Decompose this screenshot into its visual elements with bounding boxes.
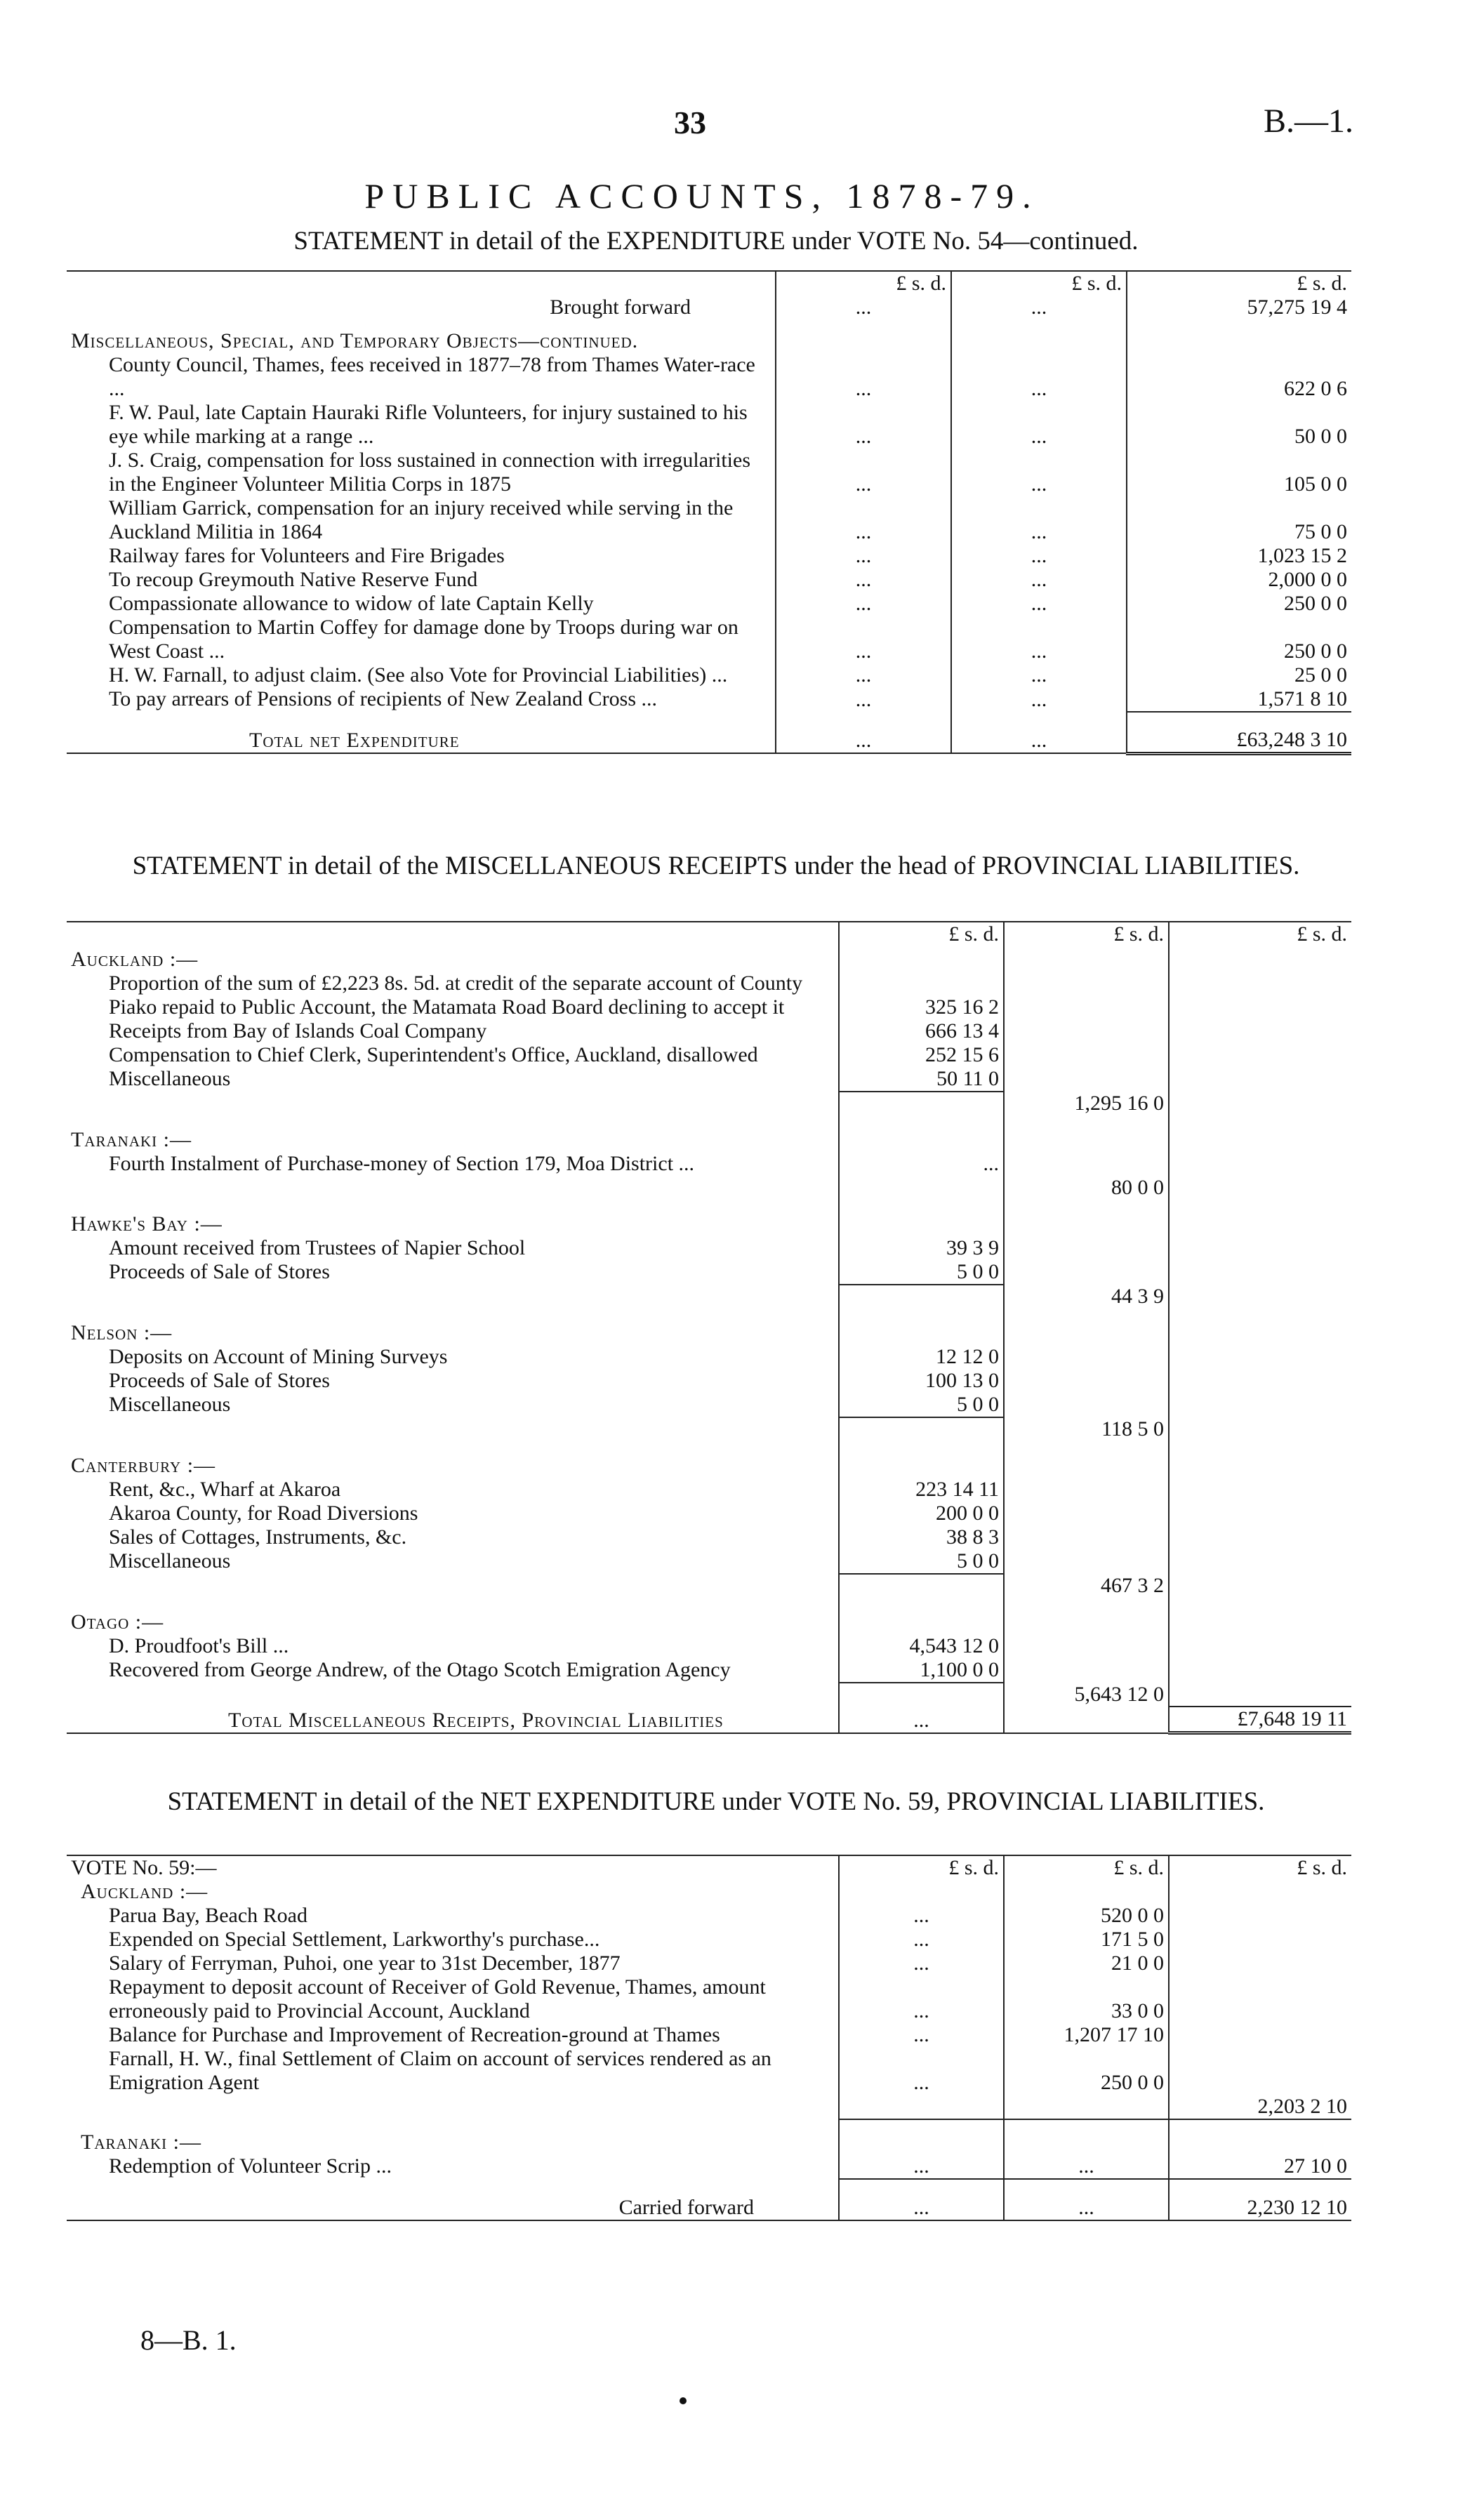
spacer	[1169, 2047, 1351, 2095]
receipt-item: Amount received from Trustees of Napier School	[109, 1236, 526, 1259]
expenditure-item: Railway fares for Volunteers and Fire Brigades	[109, 544, 505, 567]
expenditure-amount: 171 5 0	[1004, 1928, 1169, 1952]
expenditure-amount: 520 0 0	[1004, 1904, 1169, 1928]
expenditure-item: Salary of Ferryman, Puhoi, one year to 31st December, 1877	[109, 1952, 621, 1975]
header-pounds-col1: £ s. d.	[839, 1855, 1004, 1880]
province-subtotal: 5,643 12 0	[1004, 1683, 1169, 1707]
header-pounds-col2: £ s. d.	[1004, 1855, 1169, 1880]
spacer	[839, 1176, 1004, 1200]
spacer	[839, 2119, 1004, 2154]
province-subtotal: 118 5 0	[1004, 1417, 1169, 1441]
spacer	[1004, 1067, 1169, 1092]
receipt-item: Miscellaneous	[109, 1549, 231, 1572]
receipt-item: D. Proudfoot's Bill ...	[109, 1634, 289, 1657]
spacer	[1169, 1200, 1351, 1236]
spacer	[839, 1285, 1004, 1309]
spacer	[1169, 1369, 1351, 1393]
receipt-amount: 252 15 6	[839, 1043, 1004, 1067]
receipt-amount: 50 11 0	[839, 1067, 1004, 1092]
spacer	[1169, 1115, 1351, 1152]
spacer	[67, 2095, 839, 2119]
dots: ...	[839, 1928, 1004, 1952]
province-heading: Hawke's Bay :—	[71, 1212, 223, 1236]
header-pounds-col2: £ s. d.	[1004, 922, 1169, 946]
receipt-amount: 12 12 0	[839, 1345, 1004, 1369]
spacer	[1004, 1115, 1169, 1152]
expenditure-item: Repayment to deposit account of Receiver of Gold Revenue, Thames, amount erroneously paid to Provincial Account, Auckland	[109, 1975, 766, 2022]
document-reference: B.—1.	[1264, 102, 1354, 140]
header-pounds-col1: £ s. d.	[839, 922, 1004, 946]
spacer	[1004, 1502, 1169, 1525]
receipt-amount: 5 0 0	[839, 1260, 1004, 1285]
spacer	[1169, 1345, 1351, 1369]
table-row	[67, 2154, 1351, 2179]
spacer	[1004, 1345, 1169, 1369]
dots: ...	[951, 496, 1127, 544]
receipt-item: Proceeds of Sale of Stores	[109, 1369, 330, 1392]
table-row	[67, 1855, 1351, 1880]
dots: ...	[839, 2047, 1004, 2095]
expenditure-item: To recoup Greymouth Native Reserve Fund	[109, 568, 478, 591]
spacer	[839, 2095, 1004, 2119]
spacer	[1004, 1260, 1169, 1285]
dots: ...	[776, 496, 951, 544]
spacer	[1004, 2119, 1169, 2154]
spacer	[1169, 1525, 1351, 1549]
dots: ...	[839, 1975, 1004, 2023]
dots: ...	[1004, 2179, 1169, 2220]
province-heading: Nelson :—	[71, 1321, 173, 1344]
spacer	[1169, 1634, 1351, 1658]
table-row	[67, 496, 1351, 544]
brought-forward-label: Brought forward	[550, 296, 691, 319]
receipt-amount: 200 0 0	[839, 1502, 1004, 1525]
dots: ...	[776, 616, 951, 663]
table-row	[67, 1525, 1351, 1549]
page-title: PUBLIC ACCOUNTS, 1878-79.	[364, 176, 1040, 216]
expenditure-amount: 33 0 0	[1004, 1975, 1169, 2023]
dots: ...	[776, 449, 951, 496]
dots: ...	[776, 568, 951, 592]
spacer	[1127, 319, 1351, 353]
receipt-item: Receipts from Bay of Islands Coal Company	[109, 1019, 487, 1042]
spacer	[839, 1598, 1004, 1634]
spacer	[1169, 1952, 1351, 1975]
spacer	[839, 1417, 1004, 1441]
table-row	[67, 1417, 1351, 1441]
dots: ...	[951, 663, 1127, 687]
total-label: Total Miscellaneous Receipts, Provincial Liabilities	[228, 1708, 724, 1732]
expenditure-item: J. S. Craig, compensation for loss sustained in connection with irregularities in the Engineer Volunteer Militia Corps in 1875	[109, 449, 751, 496]
table-row	[67, 1019, 1351, 1043]
receipt-amount: 5 0 0	[839, 1549, 1004, 1574]
dots: ...	[951, 568, 1127, 592]
table-row	[67, 1975, 1351, 2023]
carried-forward-label: Carried forward	[618, 2196, 754, 2219]
table-row	[67, 1574, 1351, 1598]
spacer	[1169, 1176, 1351, 1200]
dots: ...	[951, 353, 1127, 401]
expenditure-amount: 25 0 0	[1127, 663, 1351, 687]
province-heading: Auckland :—	[81, 1880, 208, 1903]
table-row	[67, 1260, 1351, 1285]
dots: ...	[951, 544, 1127, 568]
table-row	[67, 1393, 1351, 1417]
spacer	[1169, 1683, 1351, 1707]
table-row	[67, 1043, 1351, 1067]
spacer	[839, 1880, 1004, 1904]
expenditure-amount: 1,023 15 2	[1127, 544, 1351, 568]
taranaki-amount: 27 10 0	[1169, 2154, 1351, 2179]
total-label: Total net Expenditure	[249, 729, 460, 752]
receipt-amount: 325 16 2	[839, 972, 1004, 1019]
header-pounds-col2: £ s. d.	[951, 271, 1127, 296]
spacer	[1004, 1441, 1169, 1478]
spacer	[1169, 1260, 1351, 1285]
dots: ...	[776, 592, 951, 616]
table-row	[67, 1345, 1351, 1369]
spacer	[1169, 1904, 1351, 1928]
dots: ...	[951, 401, 1127, 449]
section-heading: Miscellaneous, Special, and Temporary Objects—continued.	[71, 329, 639, 352]
spacer	[1004, 1525, 1169, 1549]
table-row	[67, 1285, 1351, 1309]
table-row	[67, 401, 1351, 449]
spacer	[1169, 1441, 1351, 1478]
receipt-amount: 38 8 3	[839, 1525, 1004, 1549]
dots: ...	[951, 712, 1127, 753]
statement-1-heading: STATEMENT in detail of the EXPENDITURE under VOTE No. 54—continued.	[293, 227, 1139, 256]
spacer	[1169, 1658, 1351, 1683]
dots: ...	[951, 296, 1127, 319]
expenditure-amount: 1,207 17 10	[1004, 2023, 1169, 2047]
expenditure-vote-54-table	[67, 270, 1351, 755]
expenditure-amount: 250 0 0	[1004, 2047, 1169, 2095]
table-row	[67, 1904, 1351, 1928]
expenditure-amount: 622 0 6	[1127, 353, 1351, 401]
dots: ...	[776, 544, 951, 568]
receipt-amount: 100 13 0	[839, 1369, 1004, 1393]
receipt-amount: 4,543 12 0	[839, 1634, 1004, 1658]
spacer	[1004, 1658, 1169, 1683]
province-heading: Otago :—	[71, 1610, 164, 1634]
spacer	[1169, 1285, 1351, 1309]
expenditure-amount: 2,000 0 0	[1127, 568, 1351, 592]
spacer	[1169, 1236, 1351, 1260]
spacer	[776, 319, 951, 353]
table-row	[67, 1707, 1351, 1733]
receipt-amount: 39 3 9	[839, 1236, 1004, 1260]
spacer	[1004, 1598, 1169, 1634]
table-row	[67, 2047, 1351, 2095]
table-row	[67, 1152, 1351, 1176]
table-row	[67, 2023, 1351, 2047]
expenditure-item: Balance for Purchase and Improvement of Recreation-ground at Thames	[109, 2023, 720, 2046]
dots: ...	[839, 1904, 1004, 1928]
table-row	[67, 2119, 1351, 2154]
spacer	[1169, 1309, 1351, 1345]
table-row	[67, 1880, 1351, 1904]
table-row	[67, 663, 1351, 687]
spacer	[1004, 1369, 1169, 1393]
table-row	[67, 1200, 1351, 1236]
spacer	[1004, 1478, 1169, 1502]
table-row	[67, 319, 1351, 353]
dots: ...	[839, 2154, 1004, 2179]
province-subtotal: 80 0 0	[1004, 1176, 1169, 1200]
header-pounds-col3: £ s. d.	[1127, 271, 1351, 296]
statement-3-heading: STATEMENT in detail of the NET EXPENDITURE under VOTE No. 59, PROVINCIAL LIABILITIES.	[167, 1787, 1265, 1816]
table-row	[67, 1176, 1351, 1200]
spacer	[1169, 1393, 1351, 1417]
table-row	[67, 2179, 1351, 2220]
dots: ...	[776, 296, 951, 319]
spacer	[1169, 1549, 1351, 1574]
province-subtotal: 44 3 9	[1004, 1285, 1169, 1309]
table-row	[67, 922, 1351, 946]
spacer	[1169, 1574, 1351, 1598]
spacer	[839, 946, 1004, 972]
spacer	[839, 1115, 1004, 1152]
expenditure-amount: 50 0 0	[1127, 401, 1351, 449]
spacer	[1004, 1707, 1169, 1733]
spacer	[1004, 1200, 1169, 1236]
spacer	[67, 1176, 839, 1200]
table-row	[67, 1598, 1351, 1634]
header-pounds-col3: £ s. d.	[1169, 922, 1351, 946]
province-subtotal: 1,295 16 0	[1004, 1092, 1169, 1115]
spacer	[1169, 1478, 1351, 1502]
vote-label: VOTE No. 59:—	[71, 1856, 217, 1879]
page-number: 33	[674, 105, 706, 140]
dots: ...	[776, 712, 951, 753]
table-row	[67, 1952, 1351, 1975]
spacer	[1169, 946, 1351, 972]
table-row	[67, 1236, 1351, 1260]
table-row	[67, 1928, 1351, 1952]
spacer	[1004, 1634, 1169, 1658]
expenditure-amount: 250 0 0	[1127, 592, 1351, 616]
receipt-item: Compensation to Chief Clerk, Superintendent's Office, Auckland, disallowed	[109, 1043, 758, 1066]
spacer	[1169, 1019, 1351, 1043]
expenditure-item: Compensation to Martin Coffey for damage done by Troops during war on West Coast ...	[109, 616, 738, 663]
table-row	[67, 972, 1351, 1019]
receipt-amount: 5 0 0	[839, 1393, 1004, 1417]
spacer	[67, 1092, 839, 1115]
header-blank	[67, 922, 839, 946]
auckland-subtotal: 2,203 2 10	[1169, 2095, 1351, 2119]
receipt-item: Recovered from George Andrew, of the Otago Scotch Emigration Agency	[109, 1658, 731, 1681]
spacer	[67, 1417, 839, 1441]
table-row	[67, 712, 1351, 753]
table-row	[67, 1478, 1351, 1502]
province-heading: Taranaki :—	[81, 2131, 201, 2154]
miscellaneous-receipts-table	[67, 921, 1351, 1735]
receipt-amount: 223 14 11	[839, 1478, 1004, 1502]
spacer	[1004, 1880, 1169, 1904]
table-row	[67, 616, 1351, 663]
spacer	[1004, 1152, 1169, 1176]
dots: ...	[839, 2023, 1004, 2047]
spacer	[1169, 1928, 1351, 1952]
spacer	[1169, 1417, 1351, 1441]
expenditure-amount: 250 0 0	[1127, 616, 1351, 663]
table-row	[67, 946, 1351, 972]
table-row	[67, 568, 1351, 592]
header-blank	[67, 271, 776, 296]
table-row	[67, 1683, 1351, 1707]
spacer	[1004, 1309, 1169, 1345]
province-subtotal: 467 3 2	[1004, 1574, 1169, 1598]
table-row	[67, 296, 1351, 319]
spacer	[839, 1683, 1004, 1707]
table-row	[67, 1092, 1351, 1115]
total-amount: £63,248 3 10	[1127, 712, 1351, 753]
receipt-item: Akaroa County, for Road Diversions	[109, 1502, 418, 1525]
statement-2-heading: STATEMENT in detail of the MISCELLANEOUS RECEIPTS under the head of PROVINCIAL LIABILITIES.	[132, 852, 1300, 880]
table-row	[67, 1549, 1351, 1574]
table-row	[67, 1369, 1351, 1393]
table-row	[67, 1067, 1351, 1092]
receipt-amount: 1,100 0 0	[839, 1658, 1004, 1683]
receipt-amount: 666 13 4	[839, 1019, 1004, 1043]
header-pounds-col3: £ s. d.	[1169, 1855, 1351, 1880]
page-footer: 8—B. 1.	[140, 2324, 237, 2356]
spacer	[1169, 972, 1351, 1019]
spacer	[839, 1092, 1004, 1115]
table-row	[67, 271, 1351, 296]
spacer	[67, 1285, 839, 1309]
table-row	[67, 687, 1351, 712]
dots: ...	[839, 2179, 1004, 2220]
spacer	[1004, 1549, 1169, 1574]
dots: ...	[951, 616, 1127, 663]
spacer	[839, 1200, 1004, 1236]
spacer	[1169, 1043, 1351, 1067]
spacer	[839, 1309, 1004, 1345]
receipt-item: Proceeds of Sale of Stores	[109, 1260, 330, 1283]
spacer	[1169, 1880, 1351, 1904]
brought-forward-amount: 57,275 19 4	[1127, 296, 1351, 319]
table-row	[67, 1309, 1351, 1345]
spacer	[1169, 1067, 1351, 1092]
spacer	[1004, 946, 1169, 972]
table-row	[67, 2095, 1351, 2119]
province-heading: Taranaki :—	[71, 1128, 192, 1151]
spacer	[1004, 1236, 1169, 1260]
spacer	[1169, 1598, 1351, 1634]
net-expenditure-vote-59-table	[67, 1855, 1351, 2221]
expenditure-item: Redemption of Volunteer Scrip ...	[109, 2154, 392, 2178]
dots: ...	[839, 1952, 1004, 1975]
table-row	[67, 1441, 1351, 1478]
spacer	[1169, 1502, 1351, 1525]
expenditure-amount: 1,571 8 10	[1127, 687, 1351, 712]
spacer	[1169, 1092, 1351, 1115]
spacer	[1004, 1043, 1169, 1067]
dots: ...	[1004, 2154, 1169, 2179]
table-row	[67, 592, 1351, 616]
table-row	[67, 1658, 1351, 1683]
spacer	[67, 1683, 839, 1707]
spacer	[1004, 2095, 1169, 2119]
receipt-item: Miscellaneous	[109, 1393, 231, 1416]
province-heading: Canterbury :—	[71, 1454, 216, 1477]
receipt-item: Deposits on Account of Mining Surveys	[109, 1345, 448, 1368]
expenditure-item: To pay arrears of Pensions of recipients of New Zealand Cross ...	[109, 687, 658, 710]
spacer	[1004, 1019, 1169, 1043]
expenditure-item: Compassionate allowance to widow of late Captain Kelly	[109, 592, 594, 615]
table-row	[67, 1115, 1351, 1152]
spacer	[1169, 1152, 1351, 1176]
expenditure-amount: 75 0 0	[1127, 496, 1351, 544]
spacer	[1004, 1393, 1169, 1417]
expenditure-item: Expended on Special Settlement, Larkworthy's purchase...	[109, 1928, 600, 1951]
dots: ...	[839, 1707, 1004, 1733]
table-row	[67, 1634, 1351, 1658]
table-row	[67, 1502, 1351, 1525]
spacer	[1004, 972, 1169, 1019]
receipt-item: Proportion of the sum of £2,223 8s. 5d. at credit of the separate account of County Piako repaid to Public Account, the Matamata Road Board declining to accept it	[109, 972, 803, 1019]
spacer	[1169, 2119, 1351, 2154]
total-amount: £7,648 19 11	[1169, 1707, 1351, 1733]
dots: ...	[951, 687, 1127, 712]
receipt-amount: ...	[839, 1152, 1004, 1176]
expenditure-item: Farnall, H. W., final Settlement of Claim on account of services rendered as an Emigration Agent	[109, 2047, 771, 2094]
province-heading: Auckland :—	[71, 948, 199, 971]
expenditure-amount: 21 0 0	[1004, 1952, 1169, 1975]
spacer	[839, 1574, 1004, 1598]
dots: ...	[776, 687, 951, 712]
dots: ...	[776, 353, 951, 401]
spacer	[1169, 2023, 1351, 2047]
dots: ...	[776, 401, 951, 449]
receipt-item: Miscellaneous	[109, 1067, 231, 1090]
dots: ...	[951, 449, 1127, 496]
expenditure-item: William Garrick, compensation for an injury received while serving in the Auckland Militia in 1864	[109, 496, 734, 543]
receipt-item: Fourth Instalment of Purchase-money of Section 179, Moa District ...	[109, 1152, 695, 1175]
expenditure-item: Parua Bay, Beach Road	[109, 1904, 307, 1927]
spacer	[67, 1574, 839, 1598]
receipt-item: Rent, &c., Wharf at Akaroa	[109, 1478, 341, 1501]
table-row	[67, 353, 1351, 401]
dots: ...	[951, 592, 1127, 616]
expenditure-item: H. W. Farnall, to adjust claim. (See also Vote for Provincial Liabilities) ...	[109, 663, 728, 687]
table-row	[67, 449, 1351, 496]
page-dot	[680, 2397, 687, 2404]
expenditure-amount: 105 0 0	[1127, 449, 1351, 496]
expenditure-item: F. W. Paul, late Captain Hauraki Rifle Volunteers, for injury sustained to his eye while marking at a range ...	[109, 401, 748, 448]
header-pounds-col1: £ s. d.	[776, 271, 951, 296]
spacer	[839, 1441, 1004, 1478]
dots: ...	[776, 663, 951, 687]
spacer	[1169, 1975, 1351, 2023]
carried-forward-amount: 2,230 12 10	[1169, 2179, 1351, 2220]
receipt-item: Sales of Cottages, Instruments, &c.	[109, 1525, 407, 1549]
spacer	[951, 319, 1127, 353]
expenditure-item: County Council, Thames, fees received in 1877–78 from Thames Water-race ...	[109, 353, 755, 400]
table-row	[67, 544, 1351, 568]
